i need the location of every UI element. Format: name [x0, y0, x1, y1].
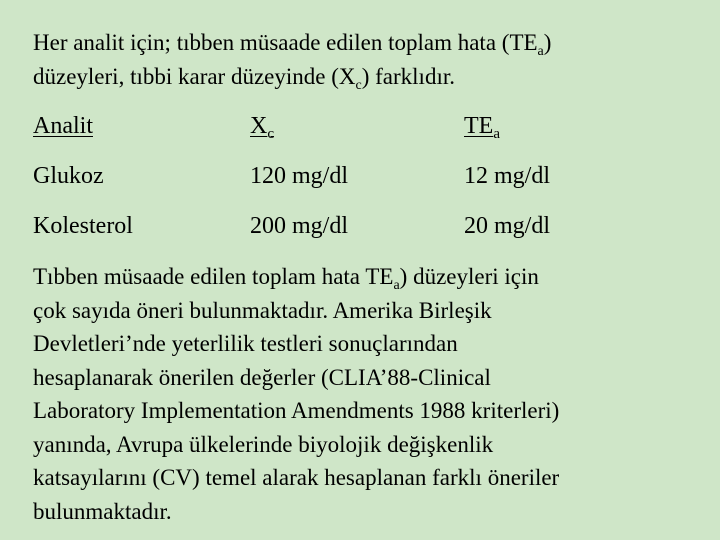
body-text: Tıbben müsaade edilen toplam hata TE	[33, 264, 394, 289]
header-xc-main: X	[250, 113, 268, 139]
body-line: Devletleri’nde yeterlilik testleri sonuçlarından	[33, 331, 458, 356]
header-tea	[464, 108, 500, 144]
tea-subscript: a	[393, 278, 400, 293]
header-xc-subscript: c	[267, 126, 275, 142]
body-line: çok sayıda öneri bulunmaktadır. Amerika Birleşik	[33, 297, 492, 323]
cell-tea: 12 mg/dl	[464, 163, 551, 189]
intro-text: Her analit için; tıbben müsaade edilen toplam hata (TE	[33, 30, 538, 55]
header-tea-main: TE	[464, 113, 494, 139]
header-xc	[250, 108, 274, 144]
cell-tea: 20 mg/dl	[464, 213, 551, 239]
tea-subscript: a	[537, 44, 544, 59]
cell-xc: 200 mg/dl	[250, 213, 349, 239]
table-row	[33, 158, 693, 208]
intro-paragraph	[33, 26, 693, 94]
body-line: yanında, Avrupa ülkelerinde biyolojik değişkenlik	[33, 431, 494, 457]
cell-analyte: Glukoz	[33, 163, 104, 189]
intro-line	[33, 60, 693, 94]
body-line	[33, 260, 698, 294]
body-line: bulunmaktadır.	[33, 498, 172, 524]
cell-xc: 120 mg/dl	[250, 163, 349, 189]
cell-analyte: Kolesterol	[33, 213, 133, 239]
body-text: ) düzeyleri için	[399, 264, 539, 289]
table-header-row	[33, 108, 693, 158]
body-paragraph	[33, 260, 698, 528]
intro-text: düzeyleri, tıbbi karar düzeyinde (X	[33, 64, 356, 89]
xc-subscript: c	[355, 78, 362, 93]
header-tea-subscript: a	[493, 126, 500, 142]
intro-text: ) farklıdır.	[361, 64, 455, 89]
intro-line	[33, 26, 693, 60]
analyte-table	[33, 108, 693, 258]
header-analyte: Analit	[33, 113, 93, 139]
body-line: katsayılarını (CV) temel alarak hesaplanan farklı öneriler	[33, 465, 560, 490]
body-line: Laboratory Implementation Amendments 1988 kriterleri)	[33, 398, 560, 423]
table-row	[33, 208, 693, 258]
intro-text: )	[543, 30, 552, 55]
body-line: hesaplanarak önerilen değerler (CLIA’88-Clinical	[33, 364, 491, 390]
